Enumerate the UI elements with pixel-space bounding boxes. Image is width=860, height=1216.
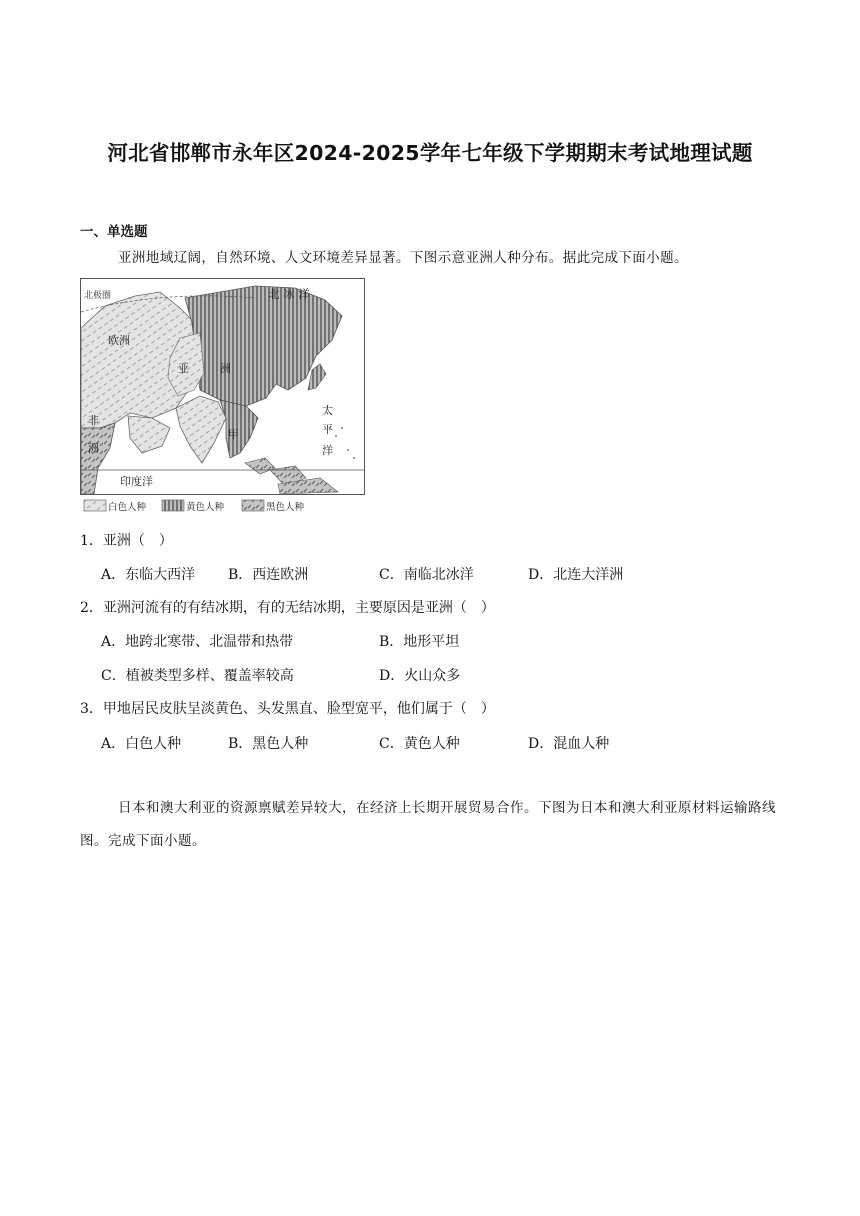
map-label-africa-1: 非 (88, 414, 99, 427)
question-3-option-c[interactable]: C．黄色人种 (379, 736, 460, 752)
map-label-pacific-3: 洋 (322, 444, 333, 457)
map-label-pacific-2: 平 (322, 423, 333, 436)
asia-race-map (80, 278, 365, 516)
map-label-indian-ocean: 印度洋 (120, 475, 153, 488)
map-legend (84, 500, 305, 513)
question-3-option-d[interactable]: D．混血人种 (528, 736, 610, 752)
question-2-option-a[interactable]: A．地跨北寒带、北温带和热带 (101, 634, 294, 650)
map-label-asia-1: 亚 (178, 362, 189, 375)
question-3-option-a[interactable]: A．白色人种 (101, 736, 182, 752)
map-label-pacific-1: 太 (322, 404, 333, 417)
question-2-option-b[interactable]: B．地形平坦 (379, 634, 460, 650)
question-2-option-c[interactable]: C．植被类型多样、覆盖率较高 (101, 668, 294, 684)
question-1-option-c[interactable]: C．南临北冰洋 (379, 567, 474, 583)
legend-black: 黑色人种 (266, 502, 305, 513)
section-heading: 一、单选题 (80, 224, 148, 240)
question-1-option-a[interactable]: A．东临大西洋 (101, 567, 196, 583)
passage-2 (80, 792, 785, 858)
question-1-stem: 1．亚洲（ ） (80, 533, 173, 549)
legend-white: 白色人种 (108, 502, 147, 513)
intro-text: 亚洲地域辽阔，自然环境、人文环境差异显著。下图示意亚洲人种分布。据此完成下面小题。 (118, 250, 688, 266)
question-2-option-d[interactable]: D．火山众多 (379, 668, 461, 684)
map-label-africa-2: 洲 (88, 442, 99, 455)
question-2-stem: 2．亚洲河流有的有结冰期，有的无结冰期，主要原因是亚洲（ ） (80, 600, 495, 616)
map-label-europe: 欧洲 (108, 334, 130, 347)
map-label-arctic-ocean: 北 冰 洋 (268, 287, 310, 301)
legend-yellow: 黄色人种 (186, 502, 225, 513)
question-3-stem: 3．甲地居民皮肤呈淡黄色、头发黑直、脸型宽平，他们属于（ ） (80, 701, 495, 717)
page-title: 河北省邯郸市永年区2024-2025学年七年级下学期期末考试地理试题 (107, 141, 753, 165)
question-1-option-b[interactable]: B．西连欧洲 (228, 567, 309, 583)
question-3-option-b[interactable]: B．黑色人种 (228, 736, 309, 752)
question-1-option-d[interactable]: D．北连大洋洲 (528, 567, 624, 583)
map-label-arctic-circle: 北极圈 (84, 291, 112, 301)
passage-2-text: 日本和澳大利亚的资源禀赋差异较大，在经济上长期开展贸易合作。下图为日本和澳大利亚原材料运输路线图。完成下面小题。 (80, 800, 776, 849)
map-label-asia-2: 洲 (220, 362, 231, 375)
map-label-jia: 甲 (228, 428, 239, 441)
